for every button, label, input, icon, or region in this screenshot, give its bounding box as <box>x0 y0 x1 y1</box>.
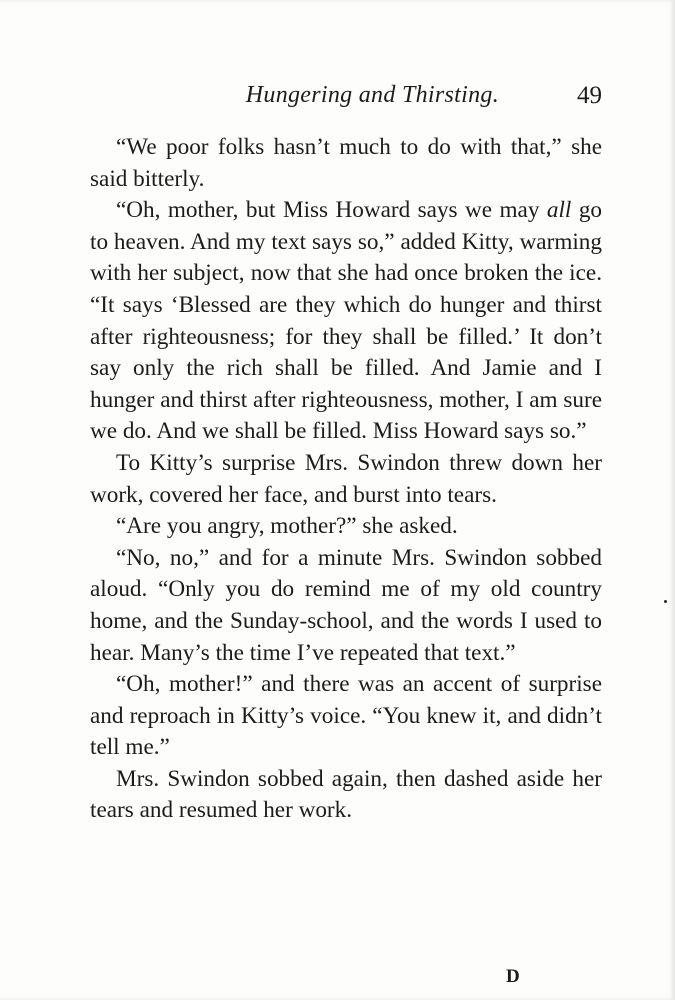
paragraph: “No, no,” and for a minute Mrs. Swindon sobbed aloud. “Only you do remind me of my old country home, and the Sunday-school, and the words I used to hear. Many’s the time I’ve repeated that text.” <box>90 544 602 666</box>
emphasized-word: all <box>546 197 572 224</box>
paragraph: “Oh, mother!” and there was an accent of surprise and reproach in Kitty’s voice. “You knew it, and didn’t tell me.” <box>90 671 602 761</box>
paragraph: “We poor folks hasn’t much to do with that,” she said bitterly. <box>90 134 602 192</box>
signature-mark: D <box>506 966 521 987</box>
paragraph: Mrs. Swindon sobbed again, then dashed aside her tears and resumed her work. <box>90 765 602 824</box>
running-title: Hungering and Thirsting. <box>245 82 499 108</box>
page-number: 49 <box>577 82 602 109</box>
paragraph: “Oh, mother, but Miss Howard says we may all go to heaven. And my text says so,” added Kitty, warming with her subject, now that she had once broken the ice. “It says ‘Blessed are they which do hunger and thirst after righteousness; for they shall be filled.’ It don’t say only the rich shall be filled. And Jamie and I hunger and thirst after righteousness, mother, I am sure we do. And we shall be filled. Miss Howard says so.” <box>90 197 603 445</box>
paragraph: “Are you angry, mother?” she asked. <box>116 513 458 540</box>
running-head <box>90 82 602 116</box>
body-text <box>90 132 602 827</box>
print-speck <box>664 600 667 603</box>
paragraph: To Kitty’s surprise Mrs. Swindon threw down her work, covered her face, and burst into tears. <box>90 449 602 508</box>
